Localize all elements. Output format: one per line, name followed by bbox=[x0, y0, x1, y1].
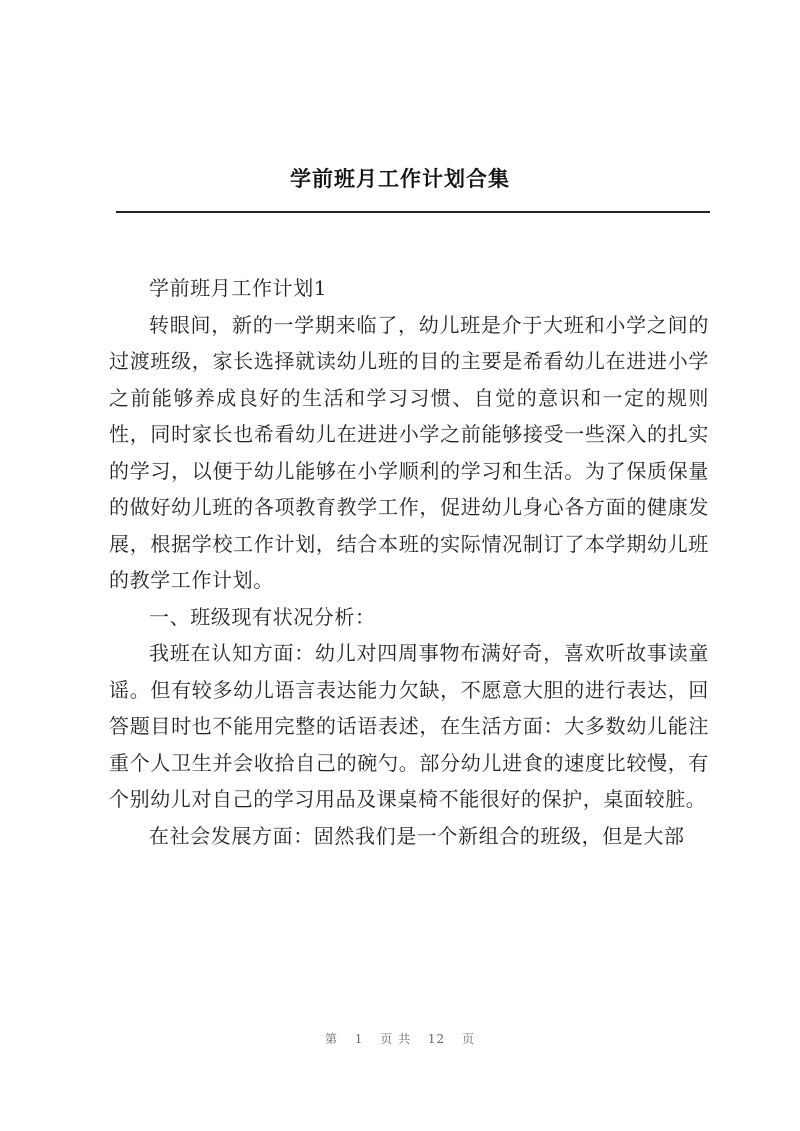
document-body bbox=[109, 270, 709, 854]
title-divider bbox=[116, 211, 710, 213]
footer-pages-label: 页 bbox=[462, 1032, 476, 1046]
footer-page-label: 第 bbox=[324, 1032, 338, 1046]
document-title: 学前班月工作计划合集 bbox=[290, 166, 510, 191]
body-paragraph: 在社会发展方面：固然我们是一个新组合的班级，但是大部 bbox=[149, 823, 685, 848]
footer-total-pages: 12 bbox=[427, 1032, 446, 1046]
body-paragraph: 转眼间，新的一学期来临了，幼儿班是介于大班和小学之间的过渡班级，家长选择就读幼儿班的目的主要是希看幼儿在进进小学之前能够养成良好的生活和学习习惯、自觉的意识和一定的规则性，同时家长也希看幼儿在进进小学之前能够接受一些深入的扎实的学习，以便于幼儿能够在小学顺利的学习和生活。为了保质保量的做好幼儿班的各项教育教学工作，促进幼儿身心各方面的健康发展，根据学校工作计划，结合本班的实际情况制订了本学期幼儿班的教学工作计划。 bbox=[109, 312, 709, 592]
section-heading: 一、班级现有状况分析： bbox=[149, 604, 376, 629]
footer-of-label: 页 共 bbox=[380, 1032, 412, 1046]
body-paragraph: 我班在认知方面：幼儿对四周事物布满好奇，喜欢听故事读童谣。但有较多幼儿语言表达能力欠缺，不愿意大胆的进行表达，回答题目时也不能用完整的话语表述，在生活方面：大多数幼儿能注重个人卫生并会收拾自己的碗勺。部分幼儿进食的速度比较慢，有个别幼儿对自己的学习用品及课桌椅不能很好的保护，桌面较脏。 bbox=[109, 641, 709, 811]
footer-current-page: 1 bbox=[354, 1032, 364, 1046]
page-footer bbox=[0, 1030, 800, 1047]
section-heading: 学前班月工作计划1 bbox=[149, 276, 328, 300]
